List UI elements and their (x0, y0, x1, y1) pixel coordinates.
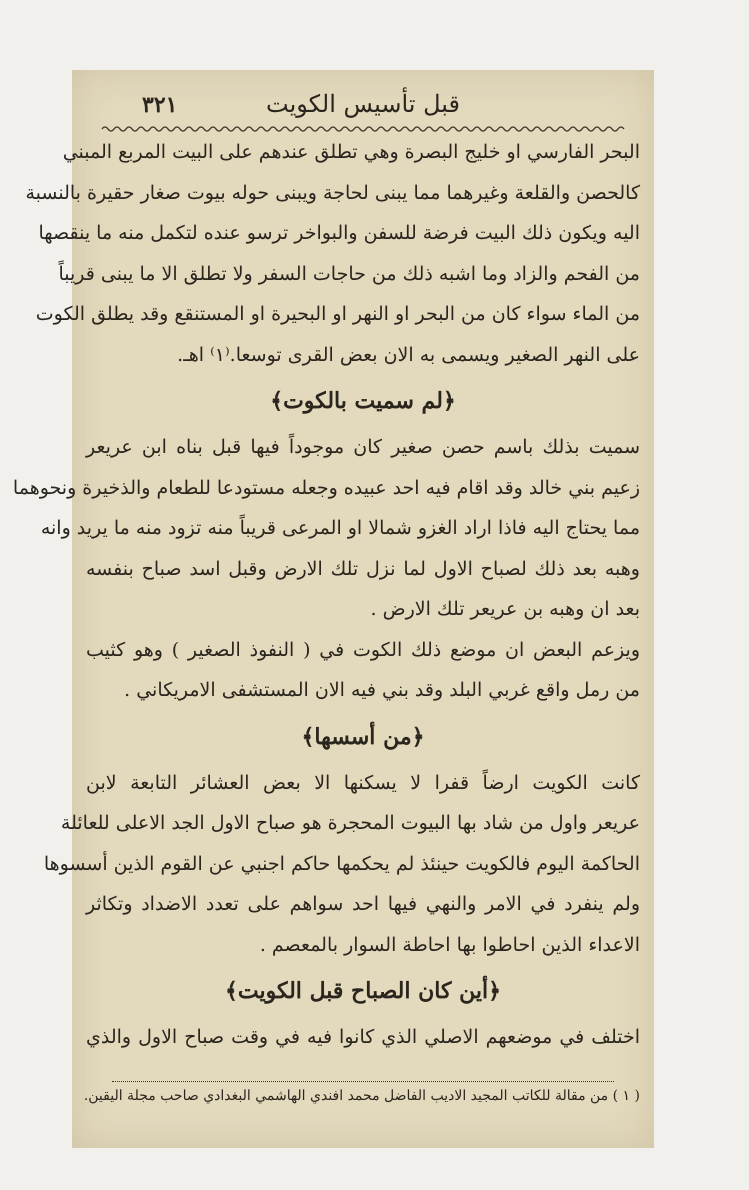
text-line: سميت بذلك باسم حصن صغير كان موجوداً فيها قبل بناه ابن عريعر (86, 436, 640, 458)
book-page (12, 70, 654, 1148)
text-line: من الماء سواء كان من البحر او النهر او البحيرة او المستنقع وقد يطلق الكوت (35, 303, 640, 325)
text-line: من الفحم والزاد وما اشبه ذلك من حاجات السفر ولا تطلق الا ما يبنى قريباً (58, 262, 640, 285)
text-line: اليه ويكون ذلك البيت فرضة للسفن والبواخر ترسو عنده لتكمل منه ما ينقصها (38, 222, 640, 244)
text-line: وهبه بعد ذلك لصباح الاول لما نزل تلك الارض وقبل اسد صباح بنفسه (86, 557, 640, 580)
section-heading: ﴿أين كان الصباح قبل الكويت﴾ (224, 978, 502, 1004)
page-header-title: قبل تأسيس الكويت (266, 90, 460, 118)
section-heading: ﴿من أسسها﴾ (301, 723, 425, 750)
text-line: كانت الكويت ارضاً قفرا لا يسكنها الا بعض العشائر التابعة لابن (86, 771, 640, 794)
body-text (12, 132, 640, 1058)
footnote-divider (112, 1081, 614, 1082)
text-line: ولم ينفرد في الامر والنهي فيها احد سواهم على تعدد الاضداد وتكاثر (86, 893, 640, 915)
text-line: زعيم بني خالد وقد اقام فيه احد عبيده وجعله مستودعا للطعام والذخيرة ونحوهما (12, 476, 640, 499)
text-line: اختلف في موضعهم الاصلي الذي كانوا فيه في وقت صباح الاول والذي (86, 1026, 640, 1048)
text-line: ويزعم البعض ان موضع ذلك الكوت في ( النفوذ الصغير ) وهو كثيب (86, 638, 640, 661)
page-number: ٣٢١ (142, 92, 178, 118)
text-line: من رمل واقع غربي البلد وقد بني فيه الان المستشفى الامريكاني . (124, 679, 640, 701)
text-line: على النهر الصغير ويسمى به الان بعض القرى توسعا.⁽١⁾ اهـ. (177, 343, 640, 366)
text-line: الاعداء الذين احاطوا بها احاطة السوار بالمعصم . (259, 933, 640, 956)
text-line: مما يحتاج اليه فاذا اراد الغزو شمالا او المرعى قريباً منه تزود منه ما يريد وانه (40, 517, 640, 539)
footnote: ( ١ ) من مقالة للكاتب المجيد الاديب الفاضل محمد افندي الهاشمي البغدادي صاحب مجلة اليقين. (83, 1088, 640, 1104)
text-line: كالحصن والقلعة وغيرهما مما يبنى لحاجة ويبنى حوله بيوت صغار حقيرة بالنسبة (25, 181, 640, 204)
text-line: البحر الفارسي او خليج البصرة وهي تطلق عندهم على البيت المربع المبني (62, 141, 640, 163)
text-line: الحاكمة اليوم فالكويت حينئذ لم يحكمها حاكم اجنبي عن القوم الذين أسسوها (43, 852, 640, 875)
section-heading: ﴿لم سميت بالكوت﴾ (270, 388, 456, 414)
text-line: بعد ان وهبه بن عريعر تلك الارض . (370, 598, 640, 620)
text-line: عريعر واول من شاد بها البيوت المحجرة هو صباح الاول الجد الاعلى للعائلة (60, 812, 640, 834)
